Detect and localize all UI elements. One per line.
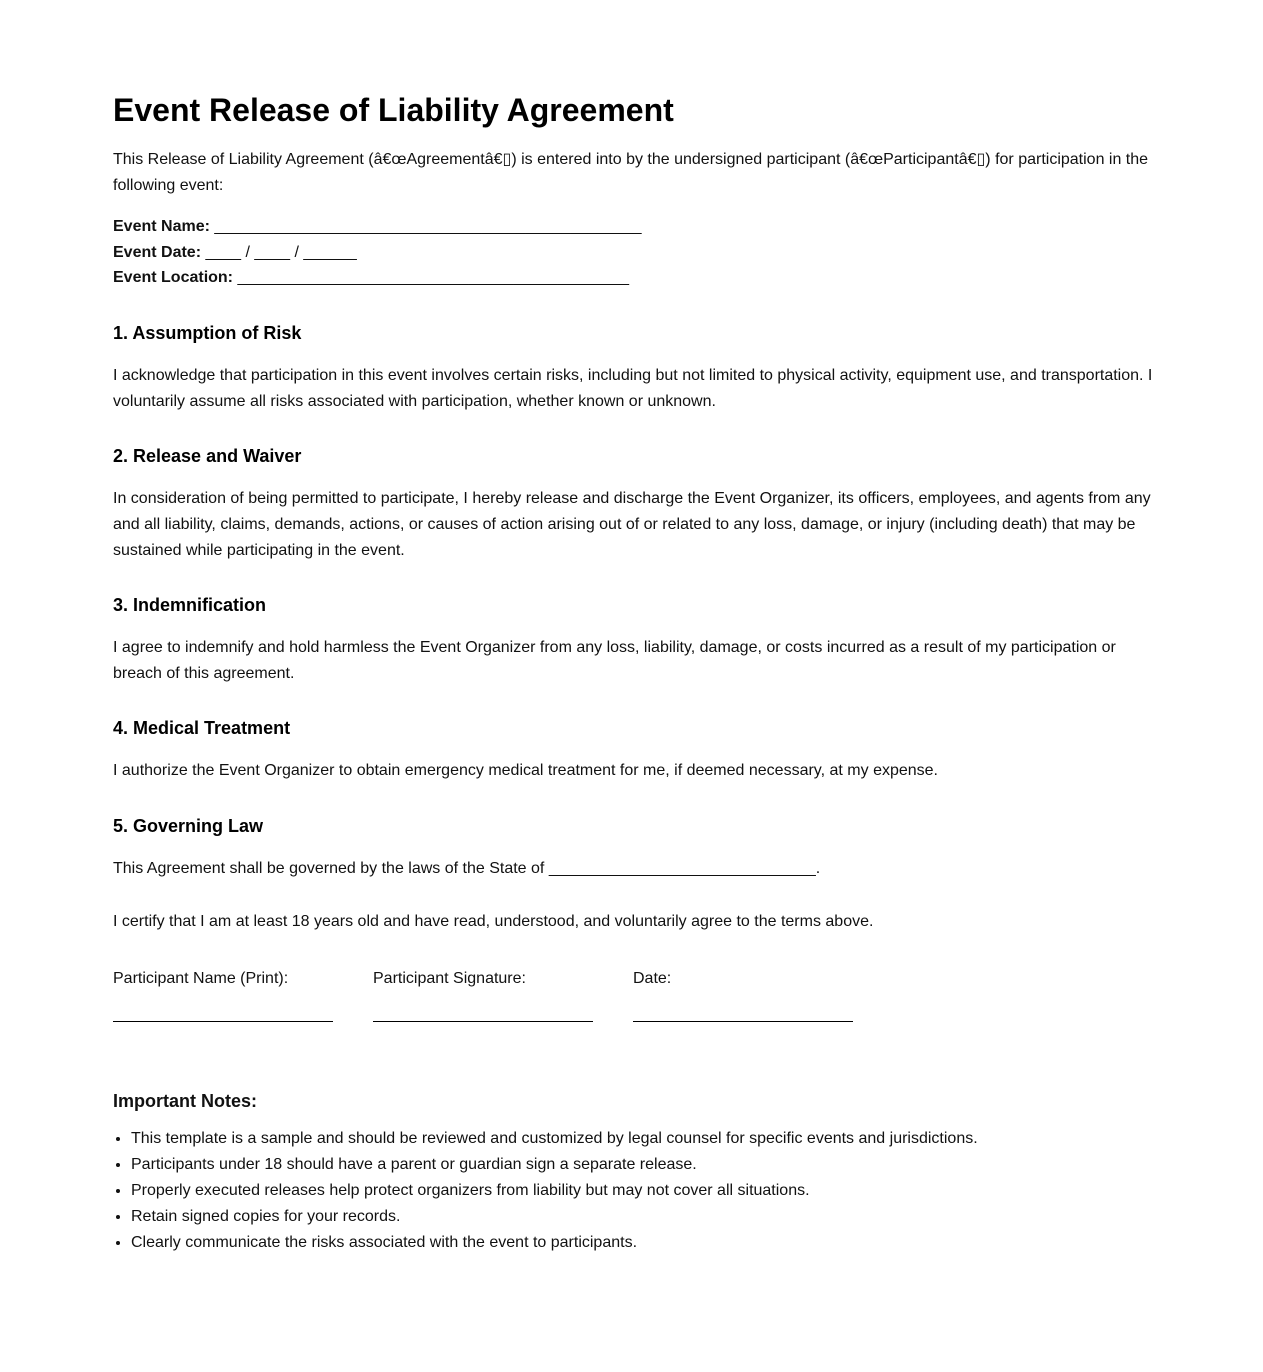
event-name-blank: ________________________________________________	[214, 218, 642, 235]
section-body-assumption-of-risk: I acknowledge that participation in this event involves certain risks, including but not limited to physical activity, equipment use, and transportation. I voluntarily assume all risks associated with participation, whether known or unknown.	[113, 367, 1153, 410]
participant-name-label: Participant Name (Print):	[113, 970, 289, 987]
section-heading-assumption-of-risk: 1. Assumption of Risk	[113, 323, 302, 343]
signature-column-name	[113, 967, 333, 1022]
important-notes-list	[113, 1126, 978, 1256]
list-item: • Retain signed copies for your records.	[131, 1204, 978, 1230]
section-heading-medical-treatment: 4. Medical Treatment	[113, 718, 291, 738]
event-location-blank: ____________________________________________	[237, 269, 629, 286]
intro-paragraph: This Release of Liability Agreement (â€œAgreementâ€▯) is entered into by the undersigned participant (â€œParticipantâ€▯) for participation in the following event:	[113, 151, 1149, 194]
signature-date-line	[633, 1021, 853, 1022]
signature-column-date	[633, 967, 853, 1022]
section-heading-governing-law: 5. Governing Law	[113, 816, 264, 836]
certification-statement: I certify that I am at least 18 years old and have read, understood, and voluntarily agree to the terms above.	[113, 913, 874, 930]
participant-signature-line	[373, 1021, 593, 1022]
list-item: • Properly executed releases help protect organizers from liability but may not cover all situations.	[131, 1178, 978, 1204]
event-date-label: Event Date:	[113, 243, 202, 261]
event-name-label: Event Name:	[113, 218, 210, 235]
section-body-release-and-waiver: In consideration of being permitted to participate, I hereby release and discharge the Event Organizer, its officers, employees, and agents from any and all liability, claims, demands, actions, or causes of action arising out of or related to any loss, damage, or injury (including death) that may be sustained while participating in the event.	[113, 490, 1151, 559]
participant-signature-label: Participant Signature:	[373, 970, 526, 987]
event-date-field	[113, 240, 642, 266]
event-fields	[113, 214, 642, 291]
signature-date-label: Date:	[633, 970, 672, 987]
signature-block	[113, 967, 853, 1022]
section-body-indemnification: I agree to indemnify and hold harmless the Event Organizer from any loss, liability, damage, or costs incurred as a result of my participation or breach of this agreement.	[113, 639, 1116, 682]
event-location-field	[113, 265, 642, 291]
section-heading-indemnification: 3. Indemnification	[113, 595, 267, 615]
section-body-medical-treatment: I authorize the Event Organizer to obtain emergency medical treatment for me, if deemed necessary, at my expense.	[113, 762, 938, 779]
list-item: • Clearly communicate the risks associated with the event to participants.	[131, 1230, 978, 1256]
list-item: • Participants under 18 should have a parent or guardian sign a separate release.	[131, 1152, 978, 1178]
document-title: Event Release of Liability Agreement	[113, 92, 674, 128]
event-date-blank: ____ / ____ / ______	[205, 243, 357, 261]
signature-column-signature	[373, 967, 593, 1022]
important-notes-heading: Important Notes:	[113, 1091, 257, 1111]
section-body-governing-law: This Agreement shall be governed by the laws of the State of ______________________________.	[113, 860, 821, 877]
event-name-field	[113, 214, 642, 240]
section-heading-release-and-waiver: 2. Release and Waiver	[113, 446, 302, 466]
event-location-label: Event Location:	[113, 269, 234, 286]
list-item: • This template is a sample and should be reviewed and customized by legal counsel for specific events and jurisdictions.	[131, 1126, 978, 1152]
participant-name-line	[113, 1021, 333, 1022]
